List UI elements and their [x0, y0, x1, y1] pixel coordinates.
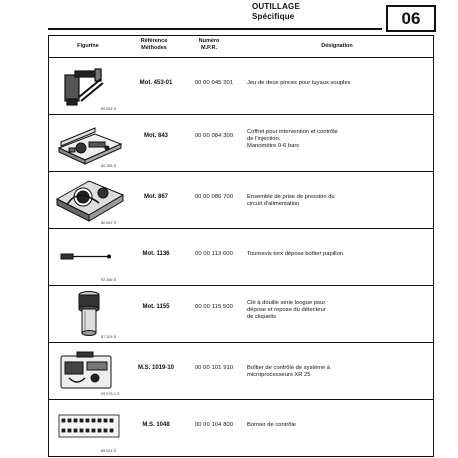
designation-line: dépose et repose du détecteur	[247, 307, 326, 313]
figure-pressure-tap-kit	[55, 175, 125, 225]
figure-long-socket	[55, 289, 125, 339]
figure-hose-clamp-pliers	[55, 61, 125, 111]
reference-cell: Mot. 867	[143, 194, 168, 200]
designation-cell	[247, 365, 427, 379]
designation-line: Manomètre 0-6 bars	[247, 143, 300, 149]
designation-cell	[247, 251, 427, 258]
diagnostic-case-icon	[55, 346, 125, 396]
page-subtitle: Spécifique	[252, 12, 295, 21]
header-rule	[48, 28, 382, 30]
part-number-cell: 00 00 104 800	[194, 422, 234, 428]
part-number-cell: 00 00 113 600	[195, 251, 233, 257]
designation-cell	[247, 80, 427, 87]
page-header	[0, 0, 458, 32]
tooling-table	[48, 35, 434, 457]
designation-line: Boîtier de contrôle de système à	[247, 365, 331, 371]
table-row	[49, 400, 433, 457]
section-number: 06	[386, 5, 436, 32]
designation-cell	[247, 300, 427, 321]
toolcase-icon	[55, 118, 125, 168]
column-header-designation: Désignation	[321, 43, 353, 49]
figure-torx-screwdriver	[55, 232, 125, 282]
part-number-cell: 00 00 101 910	[194, 365, 234, 371]
figure-test-terminal-block	[55, 403, 125, 453]
reference-cell: Mot. 843	[143, 133, 168, 139]
designation-line: Jeu de deux pinces pour tuyaux souples	[247, 80, 351, 86]
column-header-figure: Figurine	[77, 43, 99, 49]
column-header-numero-line2: M.P.R.	[200, 45, 218, 51]
designation-line: Ensemble de prise de pression du	[247, 194, 335, 200]
designation-line: Bornier de contrôle	[247, 422, 296, 428]
designation-line: circuit d'alimentation	[247, 201, 300, 207]
column-header-reference	[129, 38, 179, 52]
reference-cell: Mot. 1136	[142, 251, 170, 257]
figure-code: 99 076-1 S	[101, 392, 120, 396]
designation-cell	[247, 129, 427, 150]
column-header-reference-line2: Méthodes	[141, 45, 167, 51]
designation-line: Clé à douille série longue pour	[247, 300, 326, 306]
figure-code: 82 284 S	[101, 164, 117, 168]
reference-cell: M.S. 1048	[142, 422, 170, 428]
reference-cell: Mot. 453-01	[139, 80, 173, 86]
table-row	[49, 286, 433, 343]
terminal-block-icon	[55, 403, 125, 453]
table-row	[49, 115, 433, 172]
reference-cell: M.S. 1019-10	[137, 365, 175, 371]
designation-line: de cliquetis	[247, 314, 277, 320]
designation-line: microprocesseurs XR 25	[247, 372, 311, 378]
table-header	[49, 36, 433, 58]
table-row	[49, 58, 433, 115]
designation-line: Coffret pour intervention et contrôle	[247, 129, 338, 135]
part-number-cell: 00 00 086 700	[194, 194, 234, 200]
figure-code: 85 654 S	[101, 107, 117, 111]
figure-code: 87 324 S	[101, 335, 117, 339]
part-number-cell: 00 00 084 300	[194, 133, 234, 139]
designation-line: de l'injection.	[247, 136, 281, 142]
column-header-numero-line1: Numéro	[198, 38, 220, 44]
table-row	[49, 229, 433, 286]
hose-clamp-pliers-icon	[55, 61, 125, 111]
figure-code: 89 024 S	[101, 449, 117, 453]
designation-cell	[247, 194, 427, 208]
column-header-reference-line1: Référence	[140, 38, 168, 44]
designation-cell	[247, 422, 427, 429]
column-header-numero	[181, 38, 237, 52]
part-number-cell: 00 00 045 301	[194, 80, 234, 86]
figure-code: 80 657 S	[101, 221, 117, 225]
page-title: OUTILLAGE	[252, 2, 301, 11]
reference-cell: Mot. 1155	[142, 304, 170, 310]
designation-line: Tournevis torx dépose boîtier papillon.	[247, 251, 345, 257]
figure-code: 92 366 S	[101, 278, 117, 282]
figure-xr25-test-case	[55, 346, 125, 396]
torx-screwdriver-icon	[55, 232, 125, 282]
part-number-cell: 00 00 115 500	[195, 304, 233, 310]
pressure-gauge-kit-icon	[55, 175, 125, 225]
figure-injection-case	[55, 118, 125, 168]
table-row	[49, 172, 433, 229]
socket-wrench-icon	[55, 289, 125, 339]
table-row	[49, 343, 433, 400]
